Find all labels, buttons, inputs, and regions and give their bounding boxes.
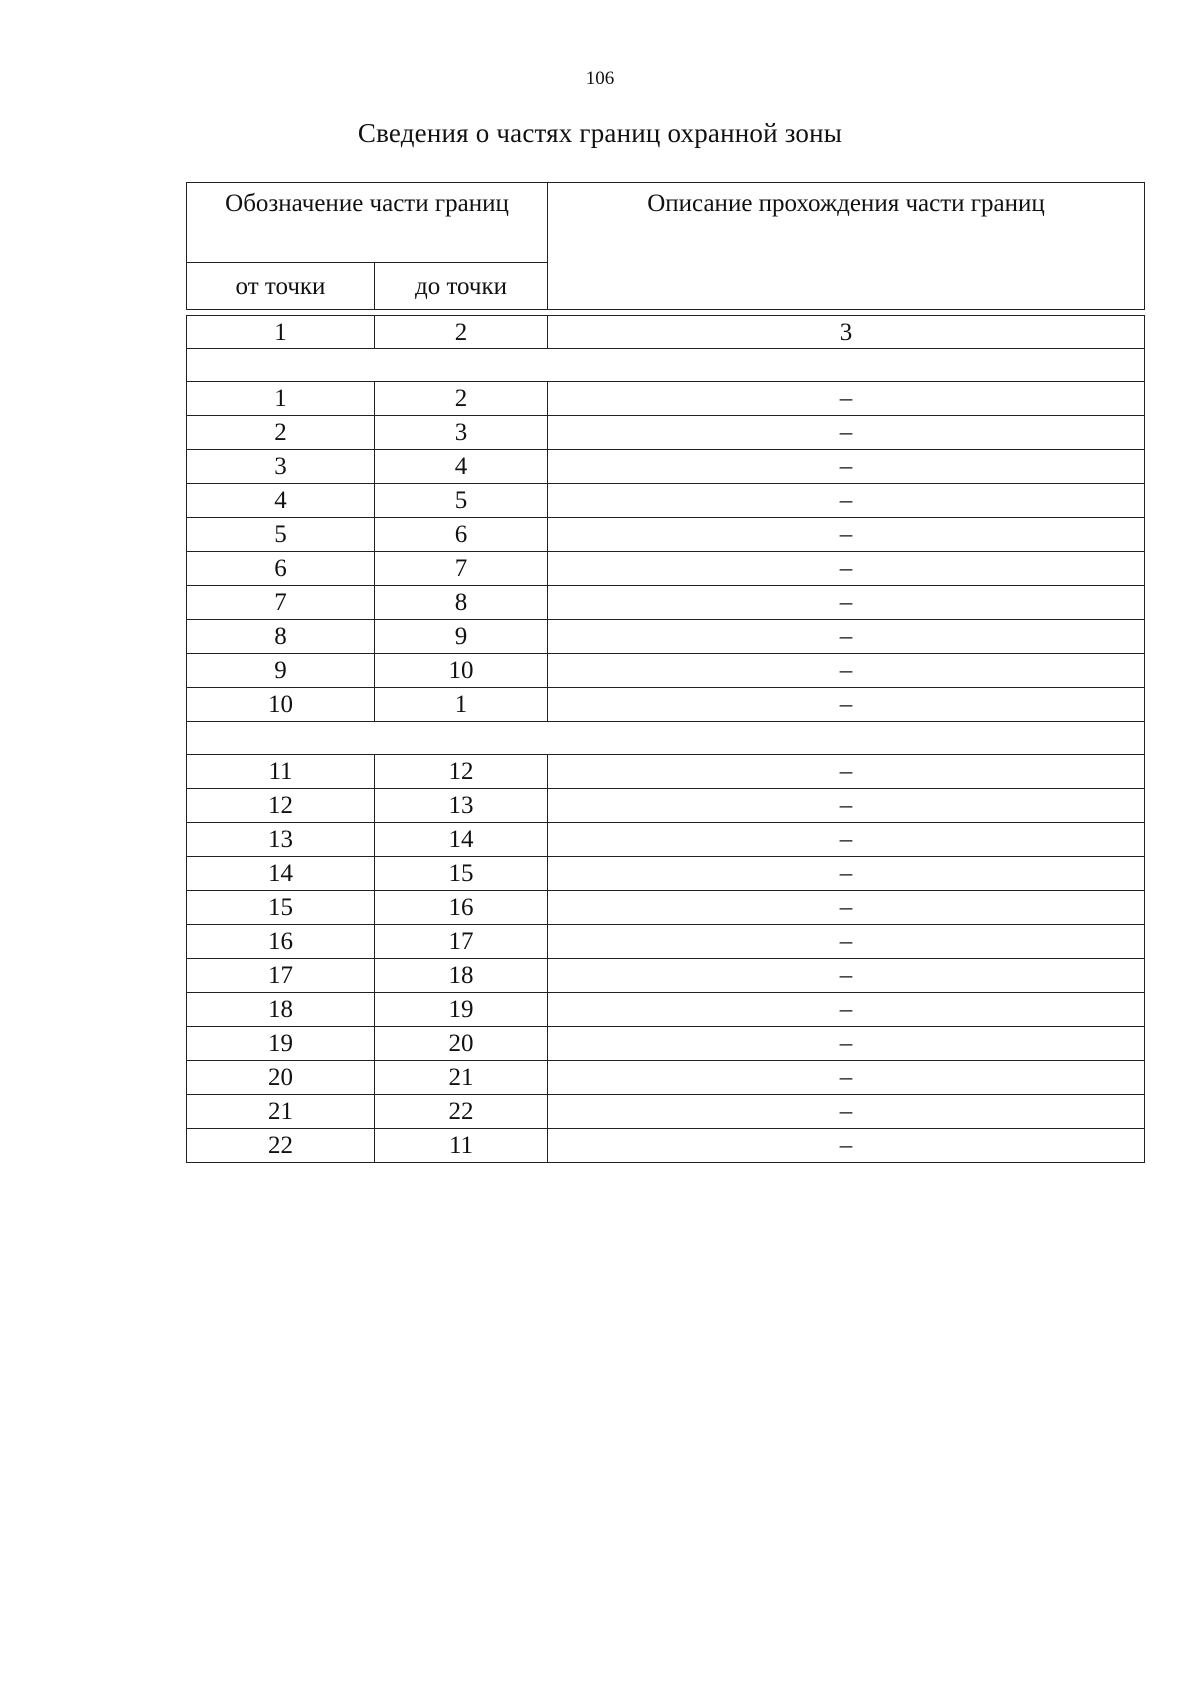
section-row [187, 722, 1145, 755]
cell-desc: – [548, 654, 1145, 688]
cell-from: 4 [187, 484, 375, 518]
boundary-parts-table [186, 182, 1145, 1163]
table-row [187, 382, 1145, 416]
table-row [187, 823, 1145, 857]
cell-desc: – [548, 382, 1145, 416]
cell-from: 16 [187, 925, 375, 959]
cell-desc: – [548, 586, 1145, 620]
cell-desc: – [548, 1129, 1145, 1163]
cell-desc: – [548, 552, 1145, 586]
cell-from: 8 [187, 620, 375, 654]
cell-from: 15 [187, 891, 375, 925]
cell-to: 20 [375, 1027, 548, 1061]
cell-from: 21 [187, 1095, 375, 1129]
cell-from: 20 [187, 1061, 375, 1095]
cell-to: 6 [375, 518, 548, 552]
cell-to: 3 [375, 416, 548, 450]
cell-from: 17 [187, 959, 375, 993]
cell-from: 10 [187, 688, 375, 722]
cell-from: 7 [187, 586, 375, 620]
header-row-group [187, 183, 1145, 263]
table-row [187, 1027, 1145, 1061]
cell-from: 14 [187, 857, 375, 891]
table-row [187, 789, 1145, 823]
table-row [187, 620, 1145, 654]
table-row [187, 518, 1145, 552]
cell-to: 2 [375, 382, 548, 416]
cell-desc: – [548, 484, 1145, 518]
table-row [187, 891, 1145, 925]
cell-from: 1 [187, 382, 375, 416]
cell-to: 9 [375, 620, 548, 654]
column-number-3: 3 [548, 316, 1145, 349]
cell-to: 7 [375, 552, 548, 586]
cell-desc: – [548, 620, 1145, 654]
cell-desc: – [548, 1095, 1145, 1129]
cell-desc: – [548, 1061, 1145, 1095]
cell-desc: – [548, 891, 1145, 925]
cell-from: 22 [187, 1129, 375, 1163]
table-row [187, 959, 1145, 993]
cell-desc: – [548, 416, 1145, 450]
table-row [187, 484, 1145, 518]
header-boundary-designation: Обозначение части границ [187, 183, 548, 263]
cell-to: 1 [375, 688, 548, 722]
cell-from: 12 [187, 789, 375, 823]
cell-desc: – [548, 823, 1145, 857]
section-row [187, 349, 1145, 382]
column-number-1: 1 [187, 316, 375, 349]
section-label [187, 349, 1145, 382]
cell-from: 19 [187, 1027, 375, 1061]
cell-from: 11 [187, 755, 375, 789]
table-row [187, 586, 1145, 620]
cell-to: 8 [375, 586, 548, 620]
cell-from: 5 [187, 518, 375, 552]
cell-to: 21 [375, 1061, 548, 1095]
cell-to: 16 [375, 891, 548, 925]
cell-to: 17 [375, 925, 548, 959]
boundary-parts-table-container [186, 182, 1144, 1163]
cell-to: 4 [375, 450, 548, 484]
cell-desc: – [548, 450, 1145, 484]
table-row [187, 1061, 1145, 1095]
cell-desc: – [548, 925, 1145, 959]
cell-to: 22 [375, 1095, 548, 1129]
table-row [187, 925, 1145, 959]
section-label [187, 722, 1145, 755]
cell-from: 3 [187, 450, 375, 484]
table-row [187, 1129, 1145, 1163]
cell-desc: – [548, 1027, 1145, 1061]
cell-to: 15 [375, 857, 548, 891]
cell-desc: – [548, 857, 1145, 891]
cell-from: 6 [187, 552, 375, 586]
cell-to: 11 [375, 1129, 548, 1163]
cell-to: 5 [375, 484, 548, 518]
table-row [187, 755, 1145, 789]
cell-to: 14 [375, 823, 548, 857]
cell-to: 18 [375, 959, 548, 993]
column-number-row [187, 316, 1145, 349]
table-row [187, 688, 1145, 722]
header-to-point: до точки [375, 263, 548, 310]
cell-from: 9 [187, 654, 375, 688]
table-row [187, 654, 1145, 688]
column-number-2: 2 [375, 316, 548, 349]
table-row [187, 1095, 1145, 1129]
cell-to: 19 [375, 993, 548, 1027]
cell-from: 2 [187, 416, 375, 450]
cell-from: 18 [187, 993, 375, 1027]
cell-desc: – [548, 959, 1145, 993]
header-boundary-description: Описание прохождения части границ [548, 183, 1145, 310]
table-row [187, 993, 1145, 1027]
cell-desc: – [548, 789, 1145, 823]
table-row [187, 552, 1145, 586]
cell-from: 13 [187, 823, 375, 857]
cell-desc: – [548, 993, 1145, 1027]
page-number: 106 [585, 68, 615, 89]
cell-desc: – [548, 688, 1145, 722]
table-row [187, 416, 1145, 450]
table-row [187, 857, 1145, 891]
cell-desc: – [548, 518, 1145, 552]
cell-to: 13 [375, 789, 548, 823]
cell-to: 10 [375, 654, 548, 688]
cell-desc: – [548, 755, 1145, 789]
table-row [187, 450, 1145, 484]
header-from-point: от точки [187, 263, 375, 310]
document-title: Сведения о частях границ охранной зоны [357, 118, 843, 148]
table-body [187, 183, 1145, 1163]
cell-to: 12 [375, 755, 548, 789]
